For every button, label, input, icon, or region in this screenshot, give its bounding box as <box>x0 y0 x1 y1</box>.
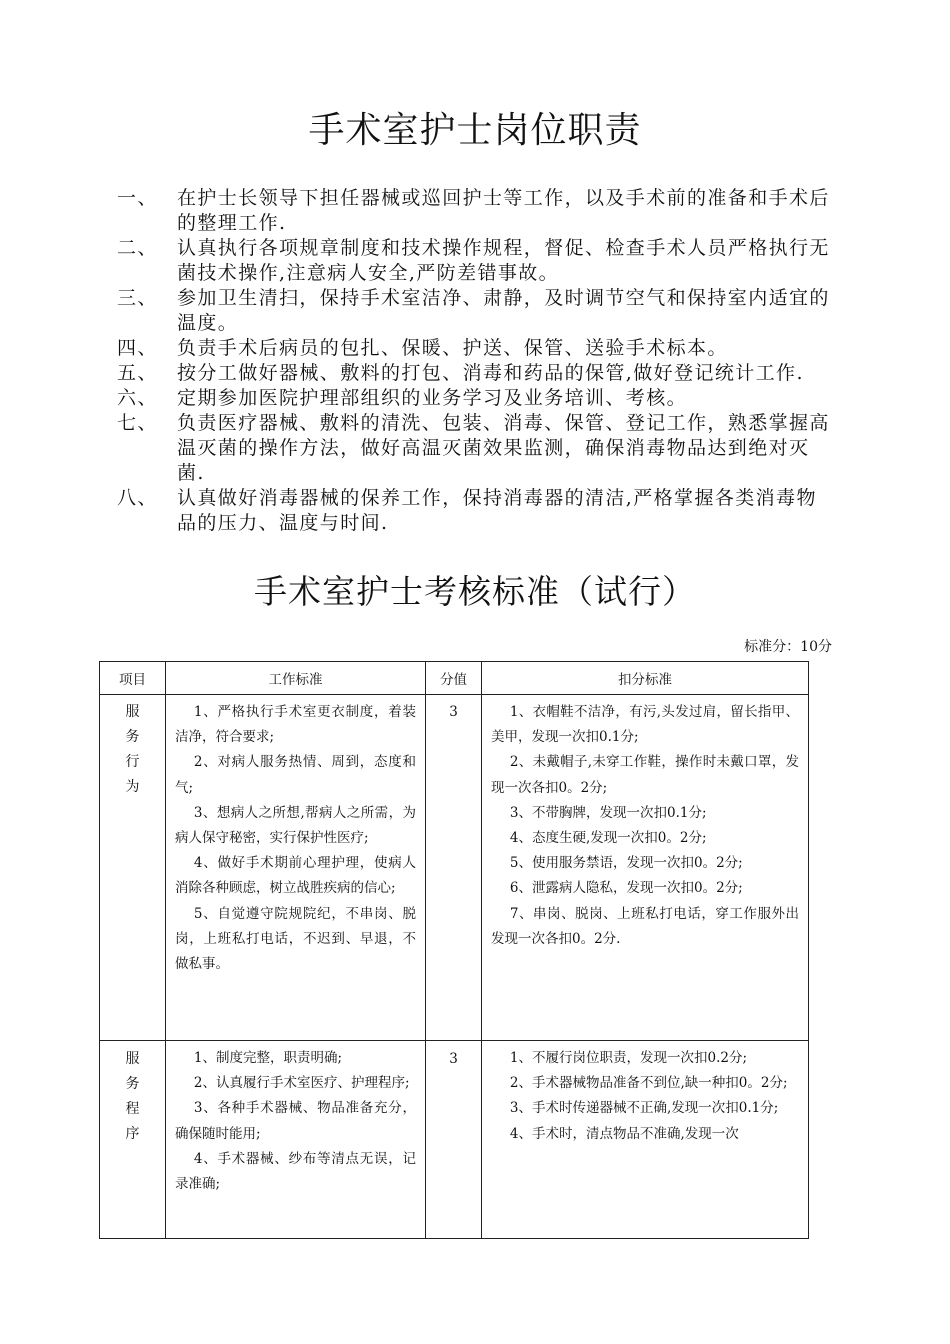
duty-item <box>117 236 835 286</box>
item-char: 服 <box>125 1051 140 1067</box>
duty-item <box>117 361 835 386</box>
item-char: 为 <box>125 779 140 795</box>
standard-text: 2、认真履行手术室医疗、护理程序; <box>193 1075 410 1092</box>
deduction-text: 6、泄露病人隐私，发现一次扣0。2分; <box>509 880 743 897</box>
duty-item <box>117 486 835 536</box>
deduction-text: 2、未戴帽子,未穿工作鞋，操作时未戴口罩，发现一次各扣0。2分; <box>491 754 799 796</box>
standard-text: 3、各种手术器械、物品准备充分，确保随时能用; <box>175 1100 416 1142</box>
header-item: 项目 <box>100 662 166 695</box>
duty-number: 二、 <box>117 237 158 259</box>
duty-item <box>117 386 835 411</box>
item-char: 务 <box>125 1076 140 1092</box>
table-header-row <box>100 662 809 695</box>
deduction-cell <box>482 1041 809 1239</box>
deduction-text: 3、不带胸牌，发现一次扣0.1分; <box>509 804 707 821</box>
standard-cell <box>166 695 426 1041</box>
section-title: 手术室护士考核标准（试行） <box>254 572 696 611</box>
duty-text: 在护士长领导下担任器械或巡回护士等工作，以及手术前的准备和手术后的整理工作. <box>177 187 830 234</box>
header-standard: 工作标准 <box>166 662 426 695</box>
duty-text: 负责手术后病员的包扎、保暖、护送、保管、送验手术标本。 <box>177 337 728 359</box>
item-char: 行 <box>125 754 140 770</box>
item-char: 程 <box>125 1101 140 1117</box>
standard-text: 5、自觉遵守院规院纪，不串岗、脱岗，上班私打电话，不迟到、早退，不做私事。 <box>175 905 416 973</box>
duty-text: 定期参加医院护理部组织的业务学习及业务培训、考核。 <box>177 387 688 409</box>
score-cell: 3 <box>426 1041 482 1239</box>
duty-item <box>117 411 835 486</box>
duty-text: 认真做好消毒器械的保养工作，保持消毒器的清洁,严格掌握各类消毒物品的压力、温度与时间. <box>177 487 817 534</box>
item-cell <box>100 695 166 1041</box>
item-char: 服 <box>125 704 140 720</box>
deduction-text: 7、串岗、脱岗、上班私打电话，穿工作服外出发现一次各扣0。2分. <box>491 905 799 947</box>
deduction-cell <box>482 695 809 1041</box>
duty-text: 认真执行各项规章制度和技术操作规程，督促、检查手术人员严格执行无菌技术操作,注意病人安全,严防差错事故。 <box>177 237 830 284</box>
header-deduction: 扣分标准 <box>482 662 809 695</box>
item-char: 序 <box>125 1126 140 1142</box>
duty-number: 八、 <box>117 487 158 509</box>
standard-text: 4、手术器械、纱布等清点无误，记录准确; <box>175 1150 416 1193</box>
deduction-text: 1、不履行岗位职责，发现一次扣0.2分; <box>509 1050 747 1066</box>
standard-text: 1、制度完整，职责明确; <box>193 1050 343 1066</box>
duty-text: 按分工做好器械、敷料的打包、消毒和药品的保管,做好登记统计工作. <box>177 362 804 384</box>
score-cell: 3 <box>426 695 482 1041</box>
duty-text: 负责医疗器械、敷料的清洗、包装、消毒、保管、登记工作，熟悉掌握高温灭菌的操作方法，做好高温灭菌效果监测，确保消毒物品达到绝对灭菌. <box>177 412 830 484</box>
deduction-text: 5、使用服务禁语，发现一次扣0。2分; <box>509 855 743 872</box>
item-char: 务 <box>125 729 140 745</box>
duty-number: 七、 <box>117 412 158 434</box>
standard-text: 3、想病人之所想,帮病人之所需，为病人保守秘密，实行保护性医疗; <box>175 804 416 847</box>
duty-item <box>117 286 835 336</box>
deduction-text: 1、衣帽鞋不洁净，有污,头发过肩，留长指甲、美甲，发现一次扣0.1分; <box>491 704 799 746</box>
duty-text: 参加卫生清扫，保持手术室洁净、肃静，及时调节空气和保持室内适宜的温度。 <box>177 287 830 334</box>
standard-cell <box>166 1041 426 1239</box>
standard-text: 4、做好手术期前心理护理，使病人消除各种顾虑，树立战胜疾病的信心; <box>175 855 416 897</box>
deduction-text: 3、手术时传递器械不正确,发现一次扣0.1分; <box>509 1100 779 1117</box>
page-title: 手术室护士岗位职责 <box>308 110 642 151</box>
duty-number: 一、 <box>117 187 158 209</box>
deduction-text: 4、态度生硬,发现一次扣0。2分; <box>509 830 707 847</box>
duty-number: 三、 <box>117 287 158 309</box>
standard-score-note: 标准分：10分 <box>744 639 832 655</box>
header-score: 分值 <box>426 662 482 695</box>
standard-text: 2、对病人服务热情、周到，态度和气; <box>175 754 416 796</box>
duty-item <box>117 186 835 236</box>
standard-text: 1、严格执行手术室更衣制度，着装洁净，符合要求; <box>175 704 416 746</box>
assessment-table <box>99 661 809 1239</box>
duty-number: 五、 <box>117 362 158 384</box>
duty-item <box>117 336 835 361</box>
duty-number: 六、 <box>117 387 158 409</box>
duty-number: 四、 <box>117 337 158 359</box>
table-row <box>100 1041 809 1239</box>
table-row <box>100 695 809 1041</box>
deduction-text: 2、手术器械物品准备不到位,缺一种扣0。2分; <box>509 1075 788 1092</box>
item-cell <box>100 1041 166 1239</box>
deduction-text: 4、手术时，清点物品不准确,发现一次 <box>509 1125 739 1142</box>
duties-list <box>117 186 835 536</box>
